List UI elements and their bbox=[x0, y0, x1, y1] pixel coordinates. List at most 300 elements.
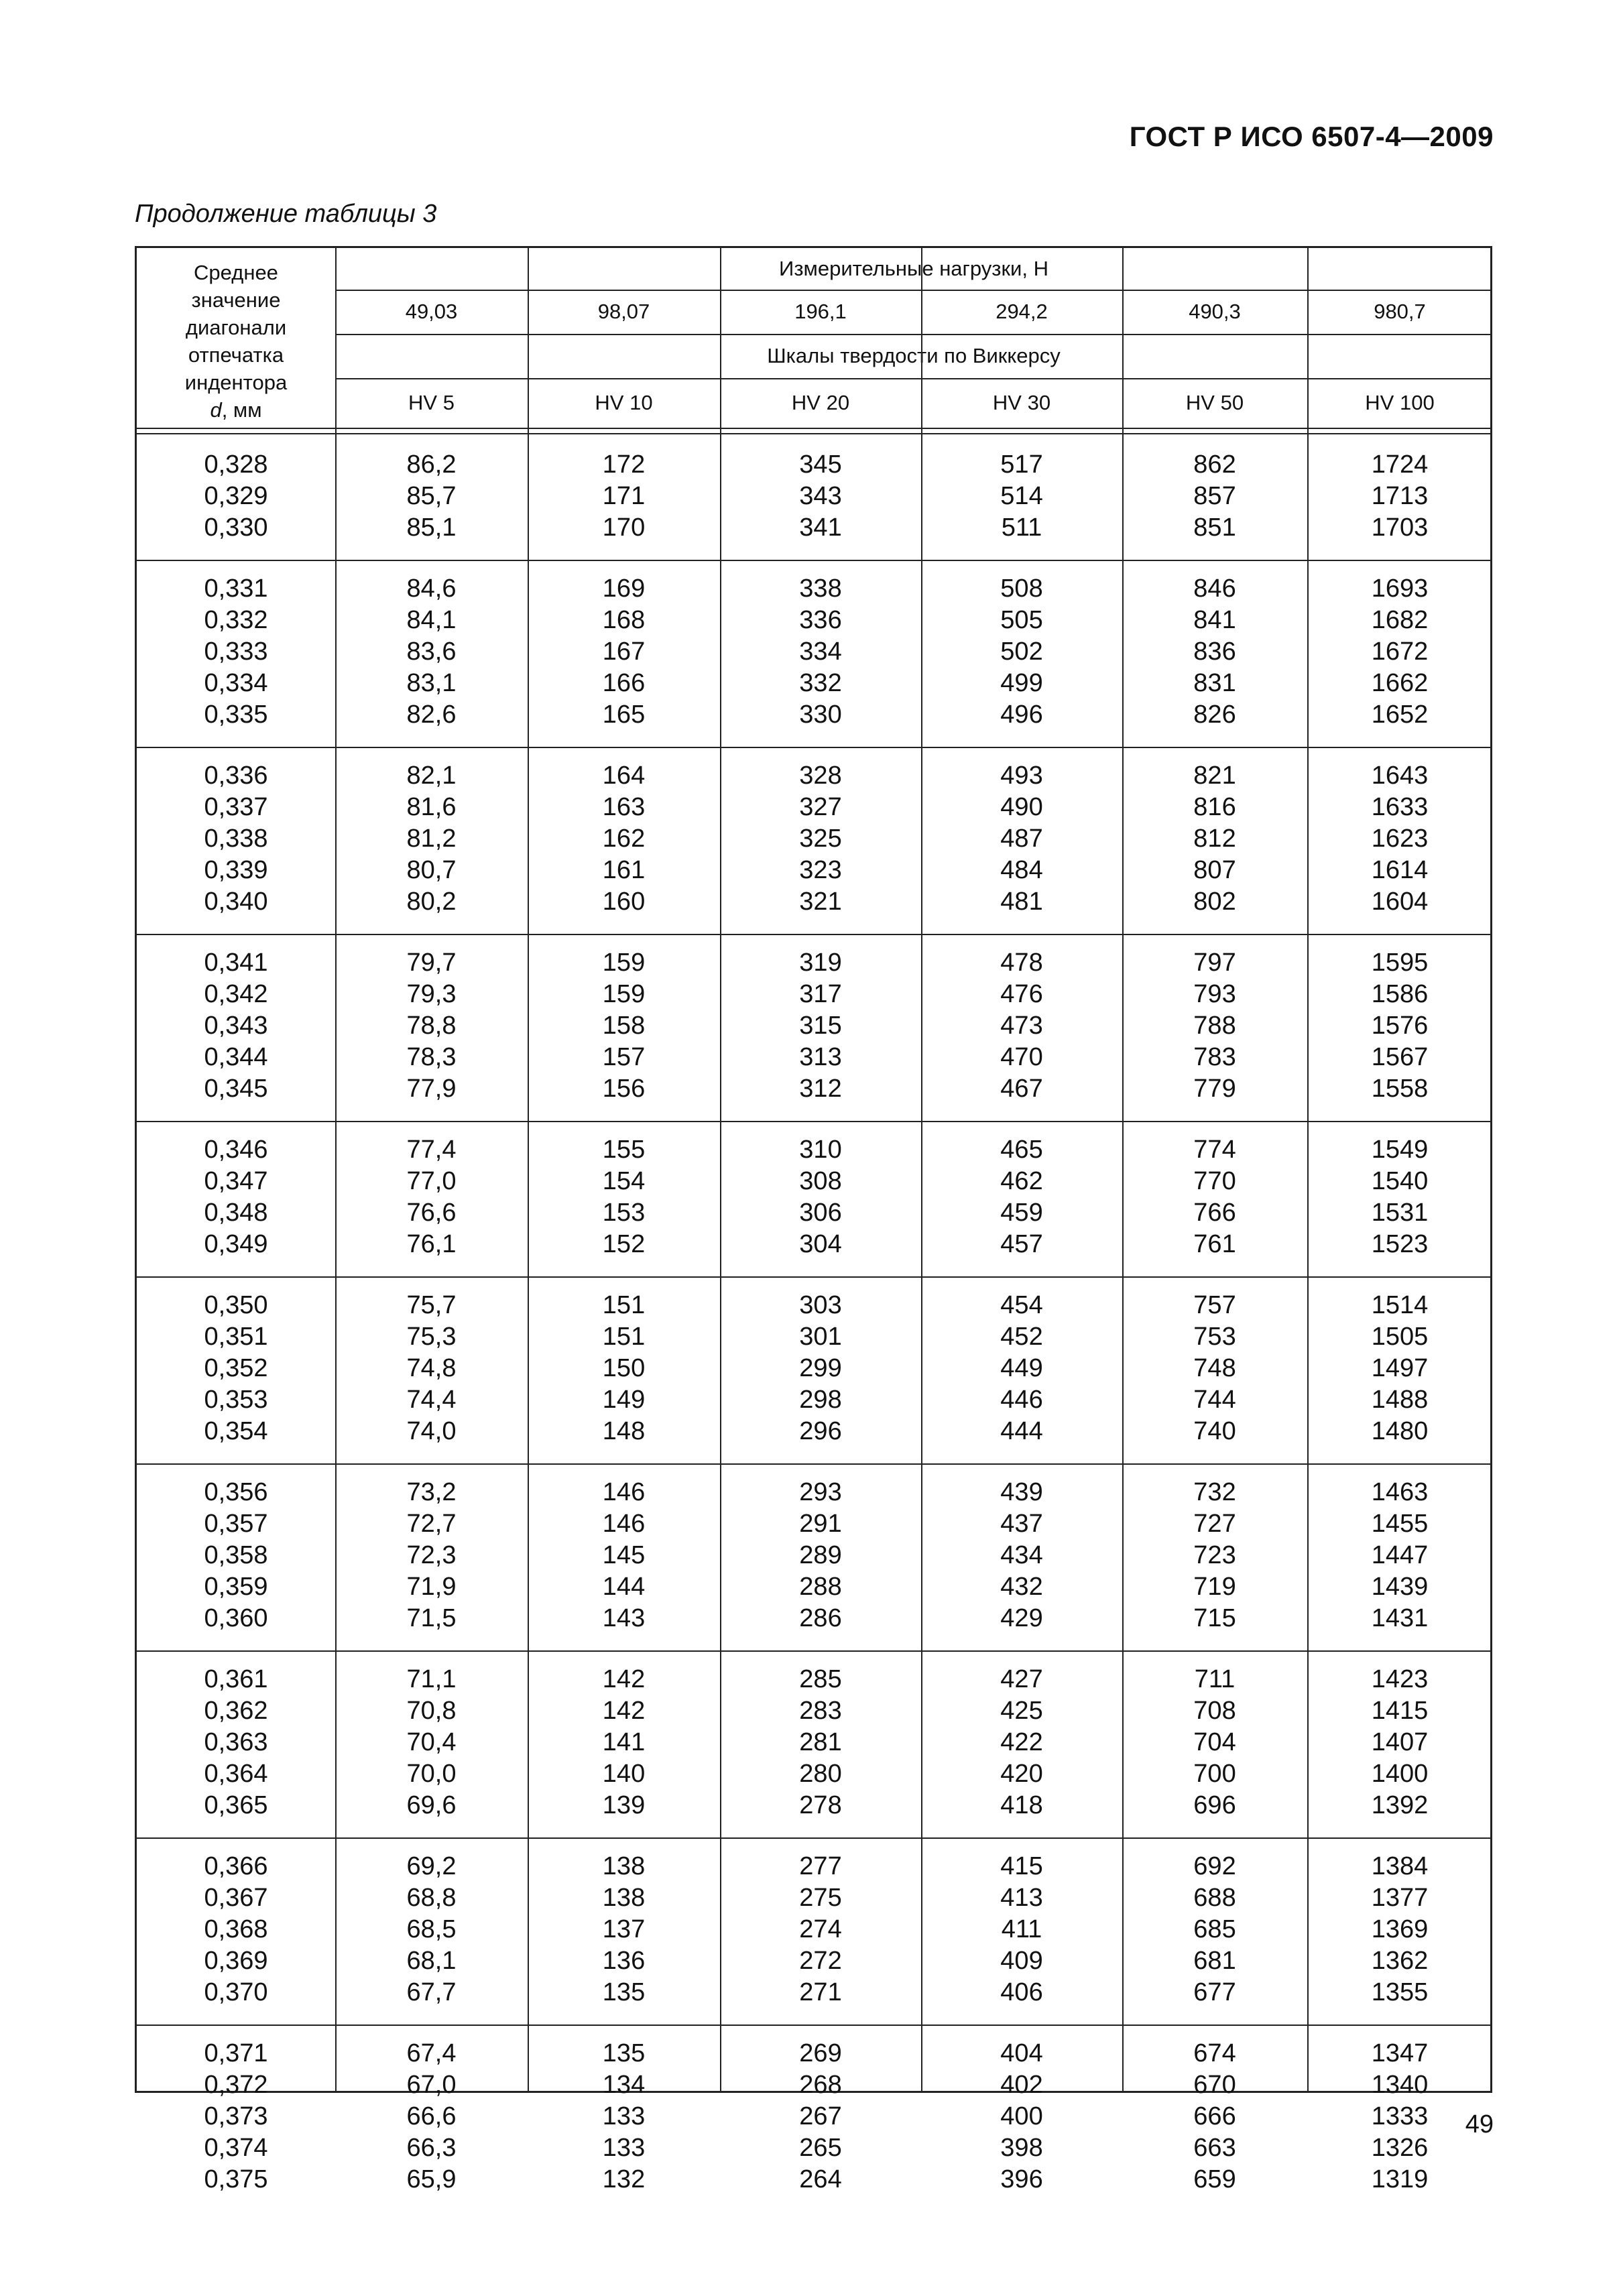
diagonal-value: 0,368 bbox=[204, 1915, 268, 1943]
table-row bbox=[137, 1664, 1490, 1695]
hardness-value: 69,6 bbox=[406, 1791, 457, 1819]
hardness-value: 299 bbox=[799, 1354, 842, 1382]
hardness-value: 415 bbox=[1000, 1852, 1043, 1880]
stub-header-line: диагонали bbox=[185, 316, 287, 339]
unit-symbol: d bbox=[210, 398, 222, 422]
hardness-value: 141 bbox=[602, 1728, 646, 1756]
table-row bbox=[137, 1384, 1490, 1416]
hardness-value: 291 bbox=[799, 1510, 842, 1538]
hardness-value: 79,3 bbox=[406, 980, 457, 1008]
table-row bbox=[137, 2069, 1490, 2101]
page-number: 49 bbox=[1465, 2110, 1494, 2138]
hardness-value: 1423 bbox=[1371, 1665, 1429, 1693]
hardness-value: 69,2 bbox=[406, 1852, 457, 1880]
stub-header-unit bbox=[210, 396, 261, 424]
hardness-value: 150 bbox=[602, 1354, 646, 1382]
table-row bbox=[137, 1353, 1490, 1384]
hardness-value: 72,7 bbox=[406, 1510, 457, 1538]
hardness-value: 77,0 bbox=[406, 1167, 457, 1195]
table-row bbox=[137, 668, 1490, 699]
hardness-value: 1377 bbox=[1371, 1884, 1429, 1912]
hardness-value: 79,7 bbox=[406, 949, 457, 977]
hardness-value: 327 bbox=[799, 793, 842, 821]
hardness-value: 449 bbox=[1000, 1354, 1043, 1382]
hardness-value: 66,3 bbox=[406, 2134, 457, 2162]
hardness-value: 146 bbox=[602, 1510, 646, 1538]
hardness-value: 862 bbox=[1193, 450, 1236, 479]
hardness-value: 1614 bbox=[1371, 856, 1429, 884]
header-divider bbox=[335, 334, 1490, 335]
hardness-value: 826 bbox=[1193, 701, 1236, 729]
hardness-value: 271 bbox=[799, 1978, 842, 2006]
hardness-value: 1488 bbox=[1371, 1386, 1429, 1414]
stub-header-line: Среднее bbox=[194, 261, 278, 284]
header-double-rule bbox=[137, 433, 1490, 434]
diagonal-value: 0,357 bbox=[204, 1510, 268, 1538]
diagonal-value: 0,349 bbox=[204, 1230, 268, 1258]
hardness-value: 1623 bbox=[1371, 825, 1429, 853]
hardness-value: 1652 bbox=[1371, 701, 1429, 729]
hardness-value: 74,8 bbox=[406, 1354, 457, 1382]
table-row bbox=[137, 1695, 1490, 1727]
table-row bbox=[137, 1321, 1490, 1353]
row-group bbox=[137, 2025, 1490, 2212]
table-row bbox=[137, 1010, 1490, 1042]
stub-header-line: значение bbox=[191, 288, 281, 312]
diagonal-value: 0,353 bbox=[204, 1386, 268, 1414]
table-row bbox=[137, 2132, 1490, 2164]
hardness-value: 137 bbox=[602, 1915, 646, 1943]
hardness-value: 457 bbox=[1000, 1230, 1043, 1258]
hardness-value: 164 bbox=[602, 762, 646, 790]
hardness-value: 71,1 bbox=[406, 1665, 457, 1693]
table-row bbox=[137, 1882, 1490, 1914]
hardness-value: 171 bbox=[602, 482, 646, 510]
hardness-value: 757 bbox=[1193, 1291, 1236, 1319]
hardness-value: 85,7 bbox=[406, 482, 457, 510]
hardness-value: 434 bbox=[1000, 1541, 1043, 1569]
hardness-value: 740 bbox=[1193, 1417, 1236, 1445]
hardness-value: 152 bbox=[602, 1230, 646, 1258]
hardness-value: 134 bbox=[602, 2071, 646, 2099]
hardness-value: 797 bbox=[1193, 949, 1236, 977]
hardness-value: 72,3 bbox=[406, 1541, 457, 1569]
table-row bbox=[137, 1508, 1490, 1540]
hardness-value: 692 bbox=[1193, 1852, 1236, 1880]
hardness-value: 269 bbox=[799, 2039, 842, 2067]
diagonal-value: 0,350 bbox=[204, 1291, 268, 1319]
table-row bbox=[137, 1197, 1490, 1229]
hardness-value: 788 bbox=[1193, 1012, 1236, 1040]
hardness-value: 1514 bbox=[1371, 1291, 1429, 1319]
hardness-value: 1523 bbox=[1371, 1230, 1429, 1258]
hardness-value: 732 bbox=[1193, 1478, 1236, 1506]
hardness-value: 136 bbox=[602, 1947, 646, 1975]
hardness-value: 1333 bbox=[1371, 2102, 1429, 2130]
hardness-value: 1604 bbox=[1371, 888, 1429, 916]
hardness-value: 71,5 bbox=[406, 1604, 457, 1632]
hardness-value: 86,2 bbox=[406, 450, 457, 479]
hardness-value: 84,1 bbox=[406, 606, 457, 634]
hardness-value: 75,7 bbox=[406, 1291, 457, 1319]
table-row bbox=[137, 636, 1490, 668]
hardness-value: 490 bbox=[1000, 793, 1043, 821]
hardness-value: 748 bbox=[1193, 1354, 1236, 1382]
diagonal-value: 0,372 bbox=[204, 2071, 268, 2099]
hardness-value: 323 bbox=[799, 856, 842, 884]
hardness-value: 308 bbox=[799, 1167, 842, 1195]
hardness-value: 330 bbox=[799, 701, 842, 729]
hardness-value: 857 bbox=[1193, 482, 1236, 510]
hardness-value: 481 bbox=[1000, 888, 1043, 916]
hardness-value: 319 bbox=[799, 949, 842, 977]
diagonal-value: 0,343 bbox=[204, 1012, 268, 1040]
hardness-value: 766 bbox=[1193, 1199, 1236, 1227]
hardness-value: 168 bbox=[602, 606, 646, 634]
hardness-value: 783 bbox=[1193, 1043, 1236, 1071]
hardness-value: 700 bbox=[1193, 1760, 1236, 1788]
diagonal-value: 0,346 bbox=[204, 1136, 268, 1164]
diagonal-value: 0,332 bbox=[204, 606, 268, 634]
diagonal-value: 0,345 bbox=[204, 1075, 268, 1103]
hardness-value: 723 bbox=[1193, 1541, 1236, 1569]
diagonal-value: 0,369 bbox=[204, 1947, 268, 1975]
hardness-value: 159 bbox=[602, 980, 646, 1008]
hardness-value: 708 bbox=[1193, 1697, 1236, 1725]
hardness-value: 161 bbox=[602, 856, 646, 884]
scale-label: HV 30 bbox=[992, 391, 1051, 415]
hardness-value: 265 bbox=[799, 2134, 842, 2162]
diagonal-value: 0,348 bbox=[204, 1199, 268, 1227]
table-row bbox=[137, 1477, 1490, 1508]
diagonal-value: 0,342 bbox=[204, 980, 268, 1008]
hardness-value: 286 bbox=[799, 1604, 842, 1632]
hardness-value: 133 bbox=[602, 2134, 646, 2162]
hardness-value: 1384 bbox=[1371, 1852, 1429, 1880]
diagonal-value: 0,330 bbox=[204, 513, 268, 542]
hardness-value: 1400 bbox=[1371, 1760, 1429, 1788]
hardness-value: 1549 bbox=[1371, 1136, 1429, 1164]
table-row bbox=[137, 1540, 1490, 1571]
hardness-value: 313 bbox=[799, 1043, 842, 1071]
hardness-value: 1558 bbox=[1371, 1075, 1429, 1103]
hardness-value: 310 bbox=[799, 1136, 842, 1164]
hardness-value: 280 bbox=[799, 1760, 842, 1788]
hardness-value: 65,9 bbox=[406, 2165, 457, 2193]
hardness-value: 170 bbox=[602, 513, 646, 542]
hardness-value: 133 bbox=[602, 2102, 646, 2130]
hardness-value: 80,7 bbox=[406, 856, 457, 884]
hardness-value: 1340 bbox=[1371, 2071, 1429, 2099]
hardness-value: 76,6 bbox=[406, 1199, 457, 1227]
unit-text: , мм bbox=[221, 398, 262, 422]
hardness-value: 166 bbox=[602, 669, 646, 697]
hardness-value: 400 bbox=[1000, 2102, 1043, 2130]
hardness-value: 306 bbox=[799, 1199, 842, 1227]
hardness-value: 167 bbox=[602, 638, 646, 666]
hardness-value: 418 bbox=[1000, 1791, 1043, 1819]
hardness-value: 821 bbox=[1193, 762, 1236, 790]
row-group bbox=[137, 1650, 1490, 1837]
hardness-value: 140 bbox=[602, 1760, 646, 1788]
hardness-value: 81,2 bbox=[406, 825, 457, 853]
table-row bbox=[137, 605, 1490, 636]
hardness-value: 1431 bbox=[1371, 1604, 1429, 1632]
scale-label: HV 5 bbox=[408, 391, 455, 415]
table-row bbox=[137, 1416, 1490, 1447]
hardness-value: 1540 bbox=[1371, 1167, 1429, 1195]
hardness-value: 670 bbox=[1193, 2071, 1236, 2099]
stub-header-line: отпечатка bbox=[188, 343, 284, 367]
hardness-value: 68,8 bbox=[406, 1884, 457, 1912]
hardness-value: 779 bbox=[1193, 1075, 1236, 1103]
diagonal-value: 0,374 bbox=[204, 2134, 268, 2162]
hardness-value: 1633 bbox=[1371, 793, 1429, 821]
hardness-value: 465 bbox=[1000, 1136, 1043, 1164]
scale-label: HV 100 bbox=[1365, 391, 1435, 415]
row-group bbox=[137, 934, 1490, 1121]
diagonal-value: 0,336 bbox=[204, 762, 268, 790]
hardness-value: 427 bbox=[1000, 1665, 1043, 1693]
hardness-value: 1497 bbox=[1371, 1354, 1429, 1382]
table-row bbox=[137, 512, 1490, 544]
hardness-value: 336 bbox=[799, 606, 842, 634]
hardness-value: 71,9 bbox=[406, 1573, 457, 1601]
hardness-value: 85,1 bbox=[406, 513, 457, 542]
table-row bbox=[137, 573, 1490, 605]
hardness-value: 160 bbox=[602, 888, 646, 916]
diagonal-value: 0,356 bbox=[204, 1478, 268, 1506]
hardness-value: 83,6 bbox=[406, 638, 457, 666]
hardness-value: 1447 bbox=[1371, 1541, 1429, 1569]
hardness-value: 802 bbox=[1193, 888, 1236, 916]
hardness-value: 138 bbox=[602, 1852, 646, 1880]
hardness-value: 1713 bbox=[1371, 482, 1429, 510]
hardness-value: 67,4 bbox=[406, 2039, 457, 2067]
diagonal-value: 0,329 bbox=[204, 482, 268, 510]
hardness-value: 145 bbox=[602, 1541, 646, 1569]
hardness-value: 275 bbox=[799, 1884, 842, 1912]
hardness-value: 807 bbox=[1193, 856, 1236, 884]
hardness-value: 82,6 bbox=[406, 701, 457, 729]
hardness-value: 715 bbox=[1193, 1604, 1236, 1632]
hardness-value: 75,3 bbox=[406, 1323, 457, 1351]
load-header: Измерительные нагрузки, Н bbox=[779, 257, 1048, 281]
diagonal-value: 0,352 bbox=[204, 1354, 268, 1382]
hardness-value: 753 bbox=[1193, 1323, 1236, 1351]
hardness-value: 836 bbox=[1193, 638, 1236, 666]
hardness-value: 812 bbox=[1193, 825, 1236, 853]
load-value: 98,07 bbox=[597, 300, 650, 324]
hardness-value: 429 bbox=[1000, 1604, 1043, 1632]
row-group bbox=[137, 747, 1490, 934]
hardness-value: 148 bbox=[602, 1417, 646, 1445]
hardness-value: 1455 bbox=[1371, 1510, 1429, 1538]
hardness-value: 1362 bbox=[1371, 1947, 1429, 1975]
hardness-value: 452 bbox=[1000, 1323, 1043, 1351]
hardness-value: 774 bbox=[1193, 1136, 1236, 1164]
hardness-value: 1567 bbox=[1371, 1043, 1429, 1071]
scale-label: HV 20 bbox=[791, 391, 850, 415]
diagonal-value: 0,335 bbox=[204, 701, 268, 729]
hardness-value: 68,1 bbox=[406, 1947, 457, 1975]
hardness-value: 303 bbox=[799, 1291, 842, 1319]
hardness-value: 816 bbox=[1193, 793, 1236, 821]
hardness-value: 332 bbox=[799, 669, 842, 697]
hardness-value: 70,4 bbox=[406, 1728, 457, 1756]
table-row bbox=[137, 1134, 1490, 1166]
table-row bbox=[137, 823, 1490, 855]
table-row bbox=[137, 855, 1490, 886]
load-value: 49,03 bbox=[405, 300, 458, 324]
hardness-value: 312 bbox=[799, 1075, 842, 1103]
hardness-value: 66,6 bbox=[406, 2102, 457, 2130]
stub-header bbox=[137, 251, 335, 432]
table-row bbox=[137, 449, 1490, 481]
hardness-value: 70,8 bbox=[406, 1697, 457, 1725]
hardness-value: 338 bbox=[799, 575, 842, 603]
hardness-value: 1643 bbox=[1371, 762, 1429, 790]
hardness-value: 439 bbox=[1000, 1478, 1043, 1506]
hardness-value: 169 bbox=[602, 575, 646, 603]
hardness-value: 149 bbox=[602, 1386, 646, 1414]
table-row bbox=[137, 1727, 1490, 1758]
hardness-value: 293 bbox=[799, 1478, 842, 1506]
hardness-value: 317 bbox=[799, 980, 842, 1008]
row-group bbox=[137, 560, 1490, 747]
hardness-value: 685 bbox=[1193, 1915, 1236, 1943]
hardness-value: 146 bbox=[602, 1478, 646, 1506]
hardness-value: 1355 bbox=[1371, 1978, 1429, 2006]
hardness-value: 80,2 bbox=[406, 888, 457, 916]
hardness-value: 301 bbox=[799, 1323, 842, 1351]
hardness-value: 142 bbox=[602, 1665, 646, 1693]
hardness-value: 139 bbox=[602, 1791, 646, 1819]
hardness-value: 78,3 bbox=[406, 1043, 457, 1071]
table-row bbox=[137, 699, 1490, 731]
hardness-value: 402 bbox=[1000, 2071, 1043, 2099]
diagonal-value: 0,365 bbox=[204, 1791, 268, 1819]
hardness-value: 1703 bbox=[1371, 513, 1429, 542]
hardness-value: 470 bbox=[1000, 1043, 1043, 1071]
hardness-value: 663 bbox=[1193, 2134, 1236, 2162]
table-row bbox=[137, 481, 1490, 512]
table-row bbox=[137, 1290, 1490, 1321]
hardness-value: 315 bbox=[799, 1012, 842, 1040]
hardness-value: 135 bbox=[602, 1978, 646, 2006]
hardness-value: 268 bbox=[799, 2071, 842, 2099]
hardness-value: 153 bbox=[602, 1199, 646, 1227]
hardness-table bbox=[135, 246, 1492, 2193]
diagonal-value: 0,373 bbox=[204, 2102, 268, 2130]
table-row bbox=[137, 1073, 1490, 1105]
hardness-value: 1662 bbox=[1371, 669, 1429, 697]
hardness-value: 484 bbox=[1000, 856, 1043, 884]
diagonal-value: 0,334 bbox=[204, 669, 268, 697]
scale-label: HV 50 bbox=[1185, 391, 1244, 415]
hardness-value: 496 bbox=[1000, 701, 1043, 729]
hardness-value: 444 bbox=[1000, 1417, 1043, 1445]
hardness-value: 493 bbox=[1000, 762, 1043, 790]
table-row bbox=[137, 1166, 1490, 1197]
hardness-value: 841 bbox=[1193, 606, 1236, 634]
hardness-value: 1724 bbox=[1371, 450, 1429, 479]
diagonal-value: 0,364 bbox=[204, 1760, 268, 1788]
hardness-value: 476 bbox=[1000, 980, 1043, 1008]
hardness-value: 345 bbox=[799, 450, 842, 479]
hardness-value: 398 bbox=[1000, 2134, 1043, 2162]
hardness-value: 135 bbox=[602, 2039, 646, 2067]
hardness-value: 770 bbox=[1193, 1167, 1236, 1195]
hardness-value: 67,7 bbox=[406, 1978, 457, 2006]
hardness-value: 454 bbox=[1000, 1291, 1043, 1319]
hardness-value: 334 bbox=[799, 638, 842, 666]
hardness-value: 328 bbox=[799, 762, 842, 790]
table-row bbox=[137, 1229, 1490, 1260]
hardness-value: 78,8 bbox=[406, 1012, 457, 1040]
hardness-value: 298 bbox=[799, 1386, 842, 1414]
hardness-value: 420 bbox=[1000, 1760, 1043, 1788]
hardness-value: 688 bbox=[1193, 1884, 1236, 1912]
hardness-value: 162 bbox=[602, 825, 646, 853]
table-row bbox=[137, 2101, 1490, 2132]
hardness-value: 467 bbox=[1000, 1075, 1043, 1103]
load-value: 294,2 bbox=[996, 300, 1048, 324]
hardness-value: 341 bbox=[799, 513, 842, 542]
hardness-value: 711 bbox=[1194, 1665, 1236, 1693]
hardness-value: 719 bbox=[1193, 1573, 1236, 1601]
hardness-value: 267 bbox=[799, 2102, 842, 2130]
hardness-value: 1439 bbox=[1371, 1573, 1429, 1601]
hardness-value: 158 bbox=[602, 1012, 646, 1040]
hardness-value: 264 bbox=[799, 2165, 842, 2193]
hardness-value: 432 bbox=[1000, 1573, 1043, 1601]
hardness-value: 132 bbox=[602, 2165, 646, 2193]
hardness-value: 508 bbox=[1000, 575, 1043, 603]
hardness-value: 1505 bbox=[1371, 1323, 1429, 1351]
table-row bbox=[137, 1914, 1490, 1945]
hardness-value: 77,9 bbox=[406, 1075, 457, 1103]
hardness-value: 1463 bbox=[1371, 1478, 1429, 1506]
hardness-value: 406 bbox=[1000, 1978, 1043, 2006]
hardness-value: 1407 bbox=[1371, 1728, 1429, 1756]
diagonal-value: 0,333 bbox=[204, 638, 268, 666]
hardness-value: 677 bbox=[1193, 1978, 1236, 2006]
hardness-value: 446 bbox=[1000, 1386, 1043, 1414]
diagonal-value: 0,354 bbox=[204, 1417, 268, 1445]
header-double-rule bbox=[137, 428, 1490, 429]
diagonal-value: 0,347 bbox=[204, 1167, 268, 1195]
hardness-value: 144 bbox=[602, 1573, 646, 1601]
scale-header: Шкалы твердости по Виккерсу bbox=[767, 344, 1061, 368]
scale-label: HV 10 bbox=[595, 391, 653, 415]
hardness-value: 517 bbox=[1000, 450, 1043, 479]
hardness-value: 704 bbox=[1193, 1728, 1236, 1756]
hardness-value: 70,0 bbox=[406, 1760, 457, 1788]
hardness-value: 1319 bbox=[1371, 2165, 1429, 2193]
table-row bbox=[137, 2164, 1490, 2195]
hardness-value: 1682 bbox=[1371, 606, 1429, 634]
hardness-value: 83,1 bbox=[406, 669, 457, 697]
hardness-value: 157 bbox=[602, 1043, 646, 1071]
table-row bbox=[137, 1042, 1490, 1073]
hardness-value: 159 bbox=[602, 949, 646, 977]
hardness-value: 155 bbox=[602, 1136, 646, 1164]
hardness-value: 74,4 bbox=[406, 1386, 457, 1414]
hardness-value: 744 bbox=[1193, 1386, 1236, 1414]
hardness-value: 462 bbox=[1000, 1167, 1043, 1195]
hardness-value: 659 bbox=[1193, 2165, 1236, 2193]
